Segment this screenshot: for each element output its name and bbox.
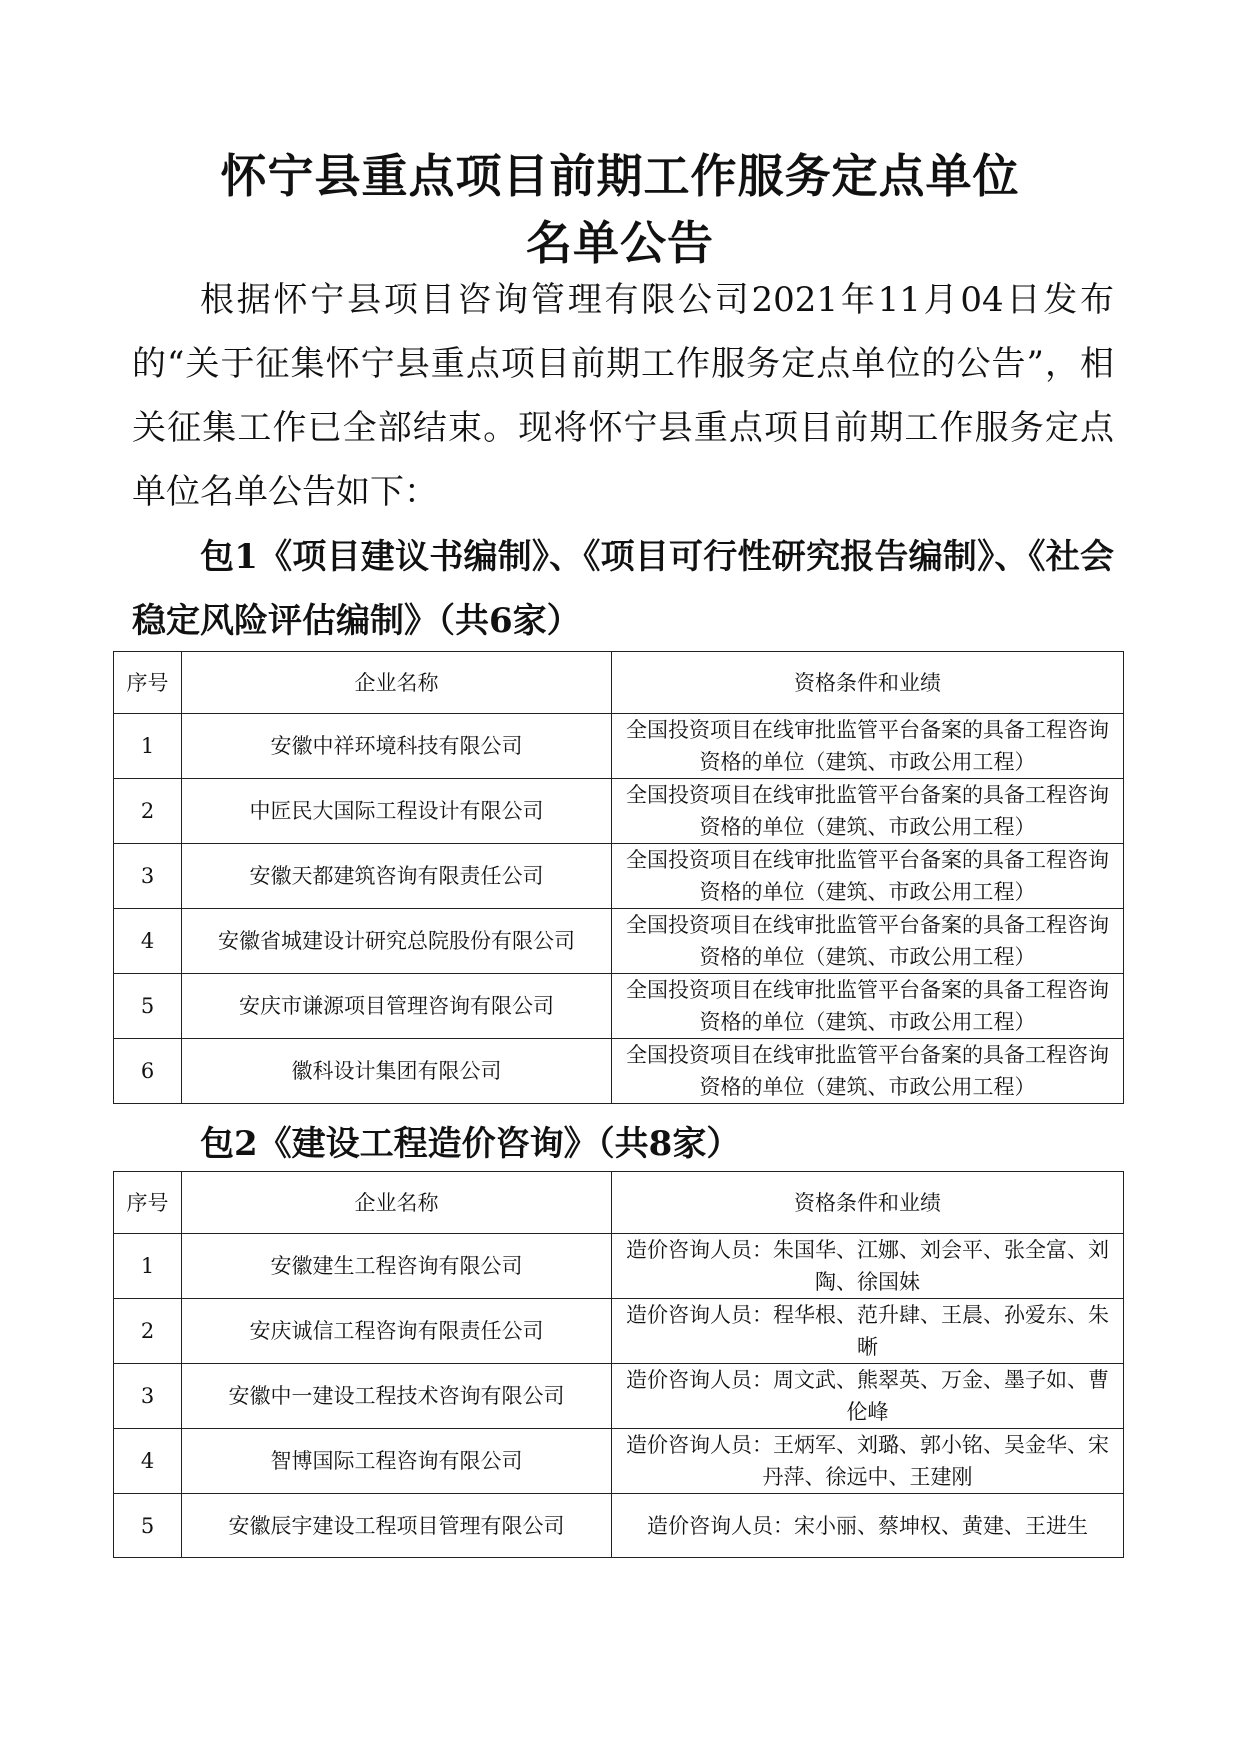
qualification: 全国投资项目在线审批监管平台备案的具备工程咨询资格的单位（建筑、市政公用工程）: [612, 1039, 1124, 1104]
row-number: 3: [114, 1364, 182, 1429]
package2-table: [113, 1171, 1124, 1558]
table-row: [114, 1429, 1124, 1494]
document-title-line2: 名单公告: [526, 216, 714, 270]
qualification: 全国投资项目在线审批监管平台备案的具备工程咨询资格的单位（建筑、市政公用工程）: [612, 779, 1124, 844]
column-header-no: 序号: [114, 1172, 182, 1234]
qualification: 全国投资项目在线审批监管平台备案的具备工程咨询资格的单位（建筑、市政公用工程）: [612, 909, 1124, 974]
intro-paragraph: 根据怀宁县项目咨询管理有限公司2021年11月04日发布的“关于征集怀宁县重点项目前期工作服务定点单位的公告”，相关征集工作已全部结束。现将怀宁县重点项目前期工作服务定点单位名单公告如下：: [132, 280, 1114, 512]
document-title-line1: 怀宁县重点项目前期工作服务定点单位: [220, 149, 1020, 203]
company-name: 安徽建生工程咨询有限公司: [182, 1234, 612, 1299]
qualification: 全国投资项目在线审批监管平台备案的具备工程咨询资格的单位（建筑、市政公用工程）: [612, 714, 1124, 779]
company-name: 安庆诚信工程咨询有限责任公司: [182, 1299, 612, 1364]
column-header-name: 企业名称: [182, 652, 612, 714]
table-row: [114, 974, 1124, 1039]
qualification: 造价咨询人员：周文武、熊翠英、万金、墨子如、曹伦峰: [612, 1364, 1124, 1429]
qualification: 全国投资项目在线审批监管平台备案的具备工程咨询资格的单位（建筑、市政公用工程）: [612, 974, 1124, 1039]
table-header-row: [114, 1172, 1124, 1234]
table-header-row: [114, 652, 1124, 714]
table-row: [114, 1299, 1124, 1364]
row-number: 5: [114, 1494, 182, 1558]
row-number: 1: [114, 1234, 182, 1299]
qualification: 造价咨询人员：程华根、范升肆、王晨、孙爱东、朱晰: [612, 1299, 1124, 1364]
package2-heading: 包2《建设工程造价咨询》（共8家）: [200, 1124, 741, 1164]
company-name: 安徽中祥环境科技有限公司: [182, 714, 612, 779]
column-header-no: 序号: [114, 652, 182, 714]
company-name: 安徽中一建设工程技术咨询有限公司: [182, 1364, 612, 1429]
row-number: 4: [114, 1429, 182, 1494]
company-name: 徽科设计集团有限公司: [182, 1039, 612, 1104]
company-name: 安徽省城建设计研究总院股份有限公司: [182, 909, 612, 974]
table-row: [114, 779, 1124, 844]
package1-heading: 包1《项目建议书编制》、《项目可行性研究报告编制》、《社会稳定风险评估编制》（共6家）: [132, 537, 1114, 641]
table-row: [114, 909, 1124, 974]
row-number: 4: [114, 909, 182, 974]
table-row: [114, 844, 1124, 909]
company-name: 安徽天都建筑咨询有限责任公司: [182, 844, 612, 909]
table-row: [114, 1039, 1124, 1104]
table-row: [114, 1234, 1124, 1299]
table-row: [114, 1494, 1124, 1558]
company-name: 安庆市谦源项目管理咨询有限公司: [182, 974, 612, 1039]
column-header-name: 企业名称: [182, 1172, 612, 1234]
package1-table: [113, 651, 1124, 1104]
qualification: 造价咨询人员：王炳军、刘璐、郭小铭、吴金华、宋丹萍、徐远中、王建刚: [612, 1429, 1124, 1494]
column-header-qualification: 资格条件和业绩: [612, 1172, 1124, 1234]
table-row: [114, 1364, 1124, 1429]
qualification: 全国投资项目在线审批监管平台备案的具备工程咨询资格的单位（建筑、市政公用工程）: [612, 844, 1124, 909]
company-name: 智博国际工程咨询有限公司: [182, 1429, 612, 1494]
company-name: 安徽辰宇建设工程项目管理有限公司: [182, 1494, 612, 1558]
table-row: [114, 714, 1124, 779]
qualification: 造价咨询人员：朱国华、江娜、刘会平、张全富、刘陶、徐国妹: [612, 1234, 1124, 1299]
row-number: 2: [114, 779, 182, 844]
row-number: 1: [114, 714, 182, 779]
column-header-qualification: 资格条件和业绩: [612, 652, 1124, 714]
row-number: 3: [114, 844, 182, 909]
company-name: 中匠民大国际工程设计有限公司: [182, 779, 612, 844]
row-number: 6: [114, 1039, 182, 1104]
qualification: 造价咨询人员：宋小丽、蔡坤权、黄建、王进生: [612, 1494, 1124, 1558]
row-number: 5: [114, 974, 182, 1039]
row-number: 2: [114, 1299, 182, 1364]
